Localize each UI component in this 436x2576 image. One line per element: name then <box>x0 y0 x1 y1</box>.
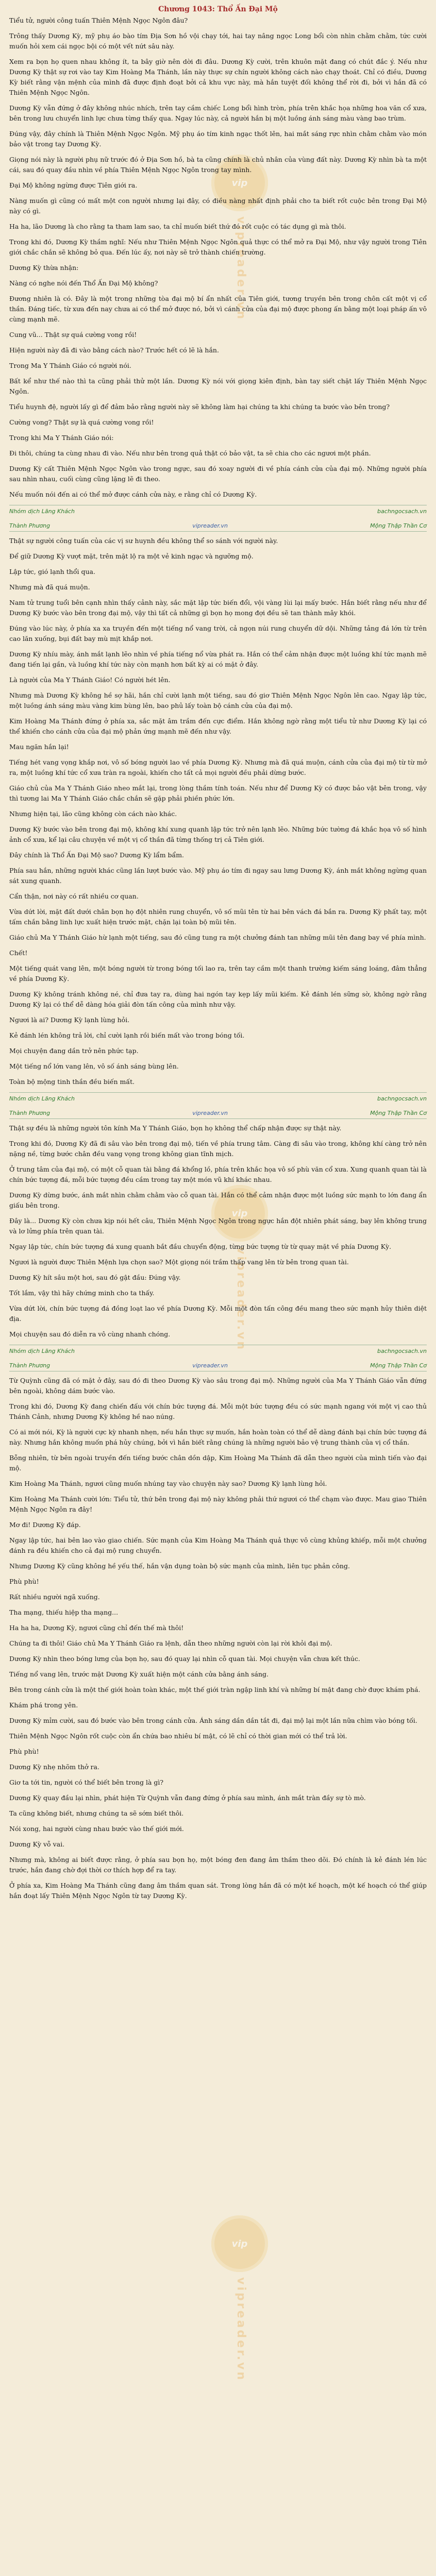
paragraph: Ha ha, lão Dương là cho rằng ta tham lam sao, ta chỉ muốn biết thứ đó rốt cuộc có tác dụng gì mà thôi. <box>9 223 346 230</box>
watermark-badge: vip <box>211 1185 268 1242</box>
paragraph: Tiểu tử, người công tuấn Thiên Mệnh Ngọc Ngôn đâu? <box>9 16 188 24</box>
paragraph: Tiểu huynh đệ, người lấy gì để đảm bảo rằng người này sẽ không làm hại chúng ta khi chúng ta bước vào bên trong? <box>9 403 390 411</box>
paragraph: Kẻ đánh lén không trả lời, chỉ cười lạnh rồi biến mất vào trong bóng tối. <box>9 1031 245 1039</box>
header-right: Mộng Thập Thần Cơ <box>370 1109 427 1116</box>
paragraph: Rất nhiều người ngã xuống. <box>9 1593 100 1601</box>
paragraph: Dương Kỳ không tránh không né, chỉ đưa tay ra, dùng hai ngón tay kẹp lấy mũi kiếm. Kẻ đánh lén sững sờ, không ngờ rằng Dương Kỳ lại có thể dễ dàng hóa giải đòn tấn công của mình như vậy. <box>9 990 427 1008</box>
paragraph: Vừa dứt lời, chín bức tượng đá đồng loạt lao về phía Dương Kỳ. Mỗi một đòn tấn công đều mang theo sức mạnh hủy thiên diệt địa. <box>9 1304 427 1323</box>
paragraph: Mọi chuyện đang dần trở nên phức tạp. <box>9 1047 139 1055</box>
paragraph: Đi thôi, chúng ta cùng nhau đi vào. Nếu như bên trong quả thật có bảo vật, ta sẽ chia cho các ngươi một phần. <box>9 449 371 457</box>
page-3-body <box>9 1123 427 1340</box>
paragraph: Trong khi đó, Dương Kỳ thầm nghĩ: Nếu như Thiên Mệnh Ngọc Ngôn quả thực có thể mở ra Đại Mộ, như vậy người trong Tiên giới chắc chắn sẽ không bỏ qua. Đến lúc ấy, nơi này sẽ trở thành chiến trường. <box>9 238 427 256</box>
paragraph: Giơ ta tới tin, người có thể biết bên trong là gì? <box>9 1778 164 1786</box>
paragraph: Dương Kỳ nhìn theo bóng lưng của bọn họ, sau đó quay lại nhìn cỗ quan tài. Mọi chuyện vẫn chưa kết thúc. <box>9 1655 360 1663</box>
paragraph: Trong khi đó, Dương Kỳ đang chiến đấu với chín bức tượng đá. Mỗi một bức tượng đều có sức mạnh ngang với một vị cao thủ Thánh Cảnh, nhưng Dương Kỳ không hề nao núng. <box>9 1402 427 1420</box>
paragraph: Đây chính là Thổ Ấn Đại Mộ sao? Dương Kỳ lẩm bẩm. <box>9 851 185 859</box>
paragraph: Giọng nói này là người phụ nữ trước đó ở Địa Sơn hồ, bà ta cũng chính là chủ nhân của vùng đất này. Dương Kỳ nhìn bà ta một cái, sau đó quay đầu nhìn về phía Thiên Mệnh Ngọc Ngôn trong tay mình. <box>9 156 427 174</box>
paragraph: Bên trong cánh cửa là một thế giới hoàn toàn khác, một thế giới tràn ngập linh khí và những bí mật đang chờ được khám phá. <box>9 1686 421 1693</box>
paragraph: Cường vong? Thật sự là quá cường vong rồi! <box>9 418 154 426</box>
paragraph: Đại Mộ không ngừng được Tiên giới ra. <box>9 181 138 189</box>
paragraph: Thiên Mệnh Ngọc Ngôn rốt cuộc còn ẩn chứa bao nhiêu bí mật, có lẽ chỉ có thời gian mới có thể trả lời. <box>9 1732 347 1740</box>
paragraph: Thật sự người công tuấn của các vị sư huynh đều không thể so sánh với người này. <box>9 537 278 545</box>
paragraph: Nhưng hiện tại, lão cũng không còn cách nào khác. <box>9 810 177 818</box>
watermark-text: vipreader.vn <box>234 1247 247 1351</box>
footer-left: Nhóm dịch Lãng Khách <box>9 1347 75 1354</box>
page-3 <box>9 1104 427 1357</box>
paragraph: Ngay lập tức, hai bên lao vào giao chiến. Sức mạnh của Kim Hoàng Ma Thánh quả thực vô cùng khủng khiếp, mỗi một chưởng đánh ra đều khiến cho cả đại mộ rung chuyển. <box>9 1536 427 1554</box>
paragraph: Giáo chủ Ma Y Thánh Giáo hừ lạnh một tiếng, sau đó cũng tung ra một chưởng đánh tan những mũi tên đang bay về phía mình. <box>9 934 426 941</box>
page-header <box>9 1107 427 1119</box>
paragraph: Mơ đi! Dương Kỳ đáp. <box>9 1521 81 1529</box>
paragraph: Dương Kỳ nhíu mày, ánh mắt lạnh lẽo nhìn về phía tiếng nổ vừa phát ra. Hắn có thể cảm nhận được một luồng khí tức mạnh mẽ đang tiến lại gần, và luồng khí tức này còn mạnh hơn bất kỳ ai có mặt ở đây. <box>9 650 427 668</box>
paragraph: Nhưng mà, không ai biết được rằng, ở phía sau bọn họ, một bóng đen đang âm thầm theo dõi. Đó chính là kẻ đánh lén lúc trước, hắn đang chờ đợi thời cơ thích hợp để ra tay. <box>9 1856 427 1874</box>
paragraph: Chết! <box>9 949 28 957</box>
chapter-title: Chương 1043: Thổ Ấn Đại Mộ <box>158 5 278 13</box>
header-mid: vipreader.vn <box>192 522 228 529</box>
paragraph: Ha ha ha, Dương Kỳ, ngươi cũng chỉ đến thế mà thôi! <box>9 1624 184 1632</box>
paragraph: Để giữ Dương Kỳ vượt mặt, trên mặt lộ ra một vẻ kinh ngạc và ngưỡng mộ. <box>9 552 254 560</box>
paragraph: Dương Kỳ dừng bước, ánh mắt nhìn chằm chằm vào cỗ quan tài. Hắn có thể cảm nhận được một luồng sức mạnh to lớn đang ẩn giấu bên trong. <box>9 1191 427 1209</box>
paragraph: Mọi chuyện sau đó diễn ra vô cùng nhanh chóng. <box>9 1330 171 1338</box>
paragraph: Vừa dứt lời, mặt đất dưới chân bọn họ đột nhiên rung chuyển, vô số mũi tên từ hai bên vách đá bắn ra. Dương Kỳ phất tay, một tấm chắn bằng linh lực xuất hiện trước mặt, chặn lại toàn bộ mũi tên. <box>9 908 427 926</box>
page-2 <box>9 517 427 1104</box>
paragraph: Toàn bộ mộng tinh thần đều biến mất. <box>9 1078 135 1086</box>
paragraph: Dương Kỳ nhẹ nhõm thở ra. <box>9 1763 99 1771</box>
header-left: Thành Phương <box>9 1109 51 1116</box>
paragraph: Một tiếng quát vang lên, một bóng người từ trong bóng tối lao ra, trên tay cầm một thanh trường kiếm sáng loáng, đâm thẳng về phía Dương Kỳ. <box>9 964 427 982</box>
paragraph: Tốt lắm, vậy thì hãy chứng minh cho ta thấy. <box>9 1289 155 1297</box>
paragraph: Dương Kỳ vẫn đứng ở đây không nhúc nhích, trên tay cầm chiếc Long bổi hình tròn, phía trên khắc họa những hoa văn cổ xưa, bên trong lưu chuyển linh lực chưa từng thấy qua. Ngay lúc này, cả người hắn bị một luồng ánh sáng màu vàng bao trùm. <box>9 104 427 122</box>
paragraph: Ta cũng không biết, nhưng chúng ta sẽ sớm biết thôi. <box>9 1809 184 1817</box>
paragraph: Tha mạng, thiếu hiệp tha mạng... <box>9 1608 119 1616</box>
paragraph: Dương Kỳ cất Thiên Mệnh Ngọc Ngôn vào trong ngực, sau đó xoay người đi về phía cánh cửa của đại mộ. Những người phía sau nhìn nhau, cuối cùng cũng lặng lẽ đi theo. <box>9 465 427 483</box>
header-right: Mộng Thập Thần Cơ <box>370 1362 427 1369</box>
header-left: Thành Phương <box>9 522 51 529</box>
paragraph: Dương Kỳ bước vào bên trong đại mộ, không khí xung quanh lập tức trở nên lạnh lẽo. Những bức tường đá khắc họa vô số hình ảnh cổ xưa, kể lại câu chuyện về một vị cổ thần đã từng thống trị cả Tiên giới. <box>9 825 427 843</box>
page-header <box>9 520 427 532</box>
paragraph: Dương Kỳ thừa nhận: <box>9 264 79 272</box>
watermark-badge: vip <box>211 2215 268 2272</box>
paragraph: Chúng ta đi thôi! Giáo chủ Ma Y Thánh Giáo ra lệnh, dẫn theo những người còn lại rời khỏi đại mộ. <box>9 1639 332 1647</box>
paragraph: Khám phá trong yên. <box>9 1701 78 1709</box>
footer-right: bachngocsach.vn <box>377 1347 427 1354</box>
paragraph: Ở phía xa, Kim Hoàng Ma Thánh cũng đang âm thầm quan sát. Trong lòng hắn đã có một kế hoạch, một kế hoạch có thể giúp hắn đoạt lấy Thiên Mệnh Ngọc Ngôn từ tay Dương Kỳ. <box>9 1882 427 1900</box>
paragraph: Từ Quỳnh cũng đã có mặt ở đây, sau đó đi theo Dương Kỳ vào sâu trong đại mộ. Những người của Ma Y Thánh Giáo vẫn đứng bên ngoài, không dám bước vào. <box>9 1377 427 1395</box>
header-right: Mộng Thập Thần Cơ <box>370 522 427 529</box>
paragraph: Cung vũ... Thật sự quá cường vong rồi! <box>9 331 137 338</box>
paragraph: Phía sau hắn, những người khác cũng lần lượt bước vào. Mỹ phụ áo tím đi ngay sau lưng Dương Kỳ, ánh mắt không ngừng quan sát xung quanh. <box>9 867 427 885</box>
paragraph: Ở trung tâm của đại mộ, có một cỗ quan tài bằng đá khổng lồ, phía trên khắc họa vô số phù văn cổ xưa. Xung quanh quan tài là chín bức tượng đá, mỗi bức tượng đều cầm trong tay một món vũ khí khác nhau. <box>9 1165 427 1183</box>
header-mid: vipreader.vn <box>192 1109 228 1116</box>
paragraph: Tiếng hét vang vọng khắp nơi, vô số bóng người lao về phía Dương Kỳ. Nhưng mà đã quá muộn, cánh cửa của đại mộ từ từ mở ra, một luồng khí tức cổ xưa tràn ra ngoài, khiến cho tất cả mọi người đều phải dừng bước. <box>9 758 427 776</box>
paragraph: Dương Kỳ quay đầu lại nhìn, phát hiện Từ Quỳnh vẫn đang đứng ở phía sau mình, ánh mắt tràn đầy sự tò mò. <box>9 1794 366 1802</box>
paragraph: Xem ra bọn họ quen nhau không ít, ta bây giờ nên dời đi đâu. Dương Kỳ cười, trên khuôn mặt đang có chút đắc ý. Nếu như Dương Kỳ thật sự rơi vào tay Kim Hoàng Ma Thánh, lần này thực sự chín người không cách nào chạy thoát. Chỉ có điều, Dương Kỳ biết rằng vận mệnh của mình đã được định đoạt bởi cả khu vực này, mà hắn tuyệt đối không thể rời đi, bởi vì hắn đã có Thiên Mệnh Ngọc Ngôn. <box>9 58 427 96</box>
paragraph: Kim Hoàng Ma Thánh đứng ở phía xa, sắc mặt âm trầm đến cực điểm. Hắn không ngờ rằng một tiểu tử như Dương Kỳ lại có thể khiến cho cánh cửa của đại mộ phản ứng mạnh mẽ đến như vậy. <box>9 717 427 735</box>
footer-left: Nhóm dịch Lãng Khách <box>9 1095 75 1102</box>
page-footer <box>9 1092 427 1104</box>
page-4 <box>9 1357 427 1901</box>
header-mid: vipreader.vn <box>192 1362 228 1369</box>
paragraph: Nhưng Dương Kỳ cũng không hề yếu thế, hắn vận dụng toàn bộ sức mạnh của mình, liên tục phản công. <box>9 1562 350 1570</box>
header-left: Thành Phương <box>9 1362 51 1369</box>
paragraph: Kim Hoàng Ma Thánh cười lớn: Tiểu tử, thứ bên trong đại mộ này không phải thứ ngươi có thể chạm vào được. Mau giao Thiên Mệnh Ngọc Ngôn ra đây! <box>9 1495 427 1513</box>
paragraph: Lập tức, gió lạnh thổi qua. <box>9 568 95 575</box>
paragraph: Giáo chủ của Ma Y Thánh Giáo nheo mắt lại, trong lòng thầm tính toán. Nếu như để Dương Kỳ có được bảo vật bên trong, vậy thì tương lai Ma Y Thánh Giáo chắc chắn sẽ gặp phải phiền phức lớn. <box>9 784 427 802</box>
paragraph: Tiếng nổ vang lên, trước mặt Dương Kỳ xuất hiện một cánh cửa bằng ánh sáng. <box>9 1670 269 1678</box>
page-4-body <box>9 1376 427 1901</box>
paragraph: Đây là... Dương Kỳ còn chưa kịp nói hết câu, Thiên Mệnh Ngọc Ngôn trong ngực hắn đột nhiên phát sáng, bay lên không trung và lơ lửng phía trên quan tài. <box>9 1217 427 1235</box>
paragraph: Phù phù! <box>9 1578 39 1585</box>
paragraph: Dương Kỳ vỗ vai. <box>9 1840 65 1848</box>
paragraph: Nhưng mà đã quá muộn. <box>9 583 90 591</box>
paragraph: Phù phù! <box>9 1748 39 1755</box>
page-1-body <box>9 15 427 500</box>
paragraph: Một tiếng nổ lớn vang lên, vô số ánh sáng bùng lên. <box>9 1062 179 1070</box>
paragraph: Bất kể như thế nào thì ta cũng phải thử một lần. Dương Kỳ nói với giọng kiên định, bàn tay siết chặt lấy Thiên Mệnh Ngọc Ngôn. <box>9 377 427 395</box>
paragraph: Nam tử trung tuổi bên cạnh nhìn thấy cảnh này, sắc mặt lập tức biến đổi, vội vàng lùi lại mấy bước. Hắn biết rằng nếu như để Dương Kỳ bước vào bên trong đại mộ, vậy thì tất cả những gì bọn họ mong đợi đều sẽ tan thành mây khói. <box>9 599 427 617</box>
paragraph: Trong khi đó, Dương Kỳ đã đi sâu vào bên trong đại mộ, tiến về phía trung tâm. Càng đi sâu vào trong, không khí càng trở nên nặng nề, từng bước chân đều vang vọng trong không gian tĩnh mịch. <box>9 1140 427 1158</box>
paragraph: Nhưng mà Dương Kỳ không hề sợ hãi, hắn chỉ cười lạnh một tiếng, sau đó giơ Thiên Mệnh Ngọc Ngôn lên cao. Ngay lập tức, một luồng ánh sáng màu vàng kim bùng lên, bao phủ lấy toàn bộ cánh cửa của đại mộ. <box>9 691 427 709</box>
watermark-text: vipreader.vn <box>234 216 247 321</box>
paragraph: Trông thấy Dương Kỳ, mỹ phụ áo bào tím Địa Sơn hồ vội chạy tới, hai tay nâng ngọc Long bổi còn nhìn chằm chằm, tức cười muốn hỏi xem cái ngọc bội có một vết nứt sâu này. <box>9 32 427 50</box>
page-2-body <box>9 536 427 1087</box>
paragraph: Nếu muốn nói đến ai có thể mở được cánh cửa này, e rằng chỉ có Dương Kỳ. <box>9 490 257 498</box>
paragraph: Kim Hoàng Ma Thánh, ngươi cũng muốn nhúng tay vào chuyện này sao? Dương Kỳ lạnh lùng hỏi. <box>9 1480 327 1487</box>
paragraph: Có ai mới nói, Kỳ là người cực kỳ nhanh nhẹn, nếu hắn thực sự muốn, hắn hoàn toàn có thể dễ dàng đánh bại chín bức tượng đá này. Nhưng hắn không muốn phá hủy chúng, bởi vì hắn biết rằng chúng là những người bảo vệ trung thành của vị cổ thần. <box>9 1428 427 1446</box>
paragraph: Cẩn thận, nơi này có rất nhiều cơ quan. <box>9 892 139 900</box>
paragraph: Đúng vào lúc này, ở phía xa xa truyền đến một tiếng nổ vang trời, cả ngọn núi rung chuyển dữ dội. Những tảng đá lớn từ trên cao lăn xuống, bụi đất bay mù mịt khắp nơi. <box>9 624 427 642</box>
paragraph: Hiện người này đã đi vào bằng cách nào? Trước hết có lẽ là hắn. <box>9 346 219 354</box>
page-footer <box>9 505 427 517</box>
watermark-logo <box>211 2215 268 2483</box>
paragraph: Bỗng nhiên, từ bên ngoài truyền đến tiếng bước chân dồn dập, Kim Hoàng Ma Thánh đã dẫn theo người của mình tiến vào đại mộ. <box>9 1454 427 1472</box>
paragraph: Trong Ma Y Thánh Giáo có người nói. <box>9 362 131 369</box>
paragraph: Thật sự đều là những người tôn kính Ma Y Thánh Giáo, bọn họ không thể chấp nhận được sự thật này. <box>9 1124 342 1132</box>
paragraph: Là người của Ma Y Thánh Giáo! Có người hét lên. <box>9 676 171 684</box>
footer-right: bachngocsach.vn <box>377 507 427 515</box>
watermark-badge: vip <box>211 155 268 211</box>
paragraph: Đúng vậy, đây chính là Thiên Mệnh Ngọc Ngôn. Mỹ phụ áo tím kinh ngạc thốt lên, hai mắt sáng rực nhìn chằm chằm vào món bảo vật trong tay Dương Kỳ. <box>9 130 427 148</box>
footer-left: Nhóm dịch Lãng Khách <box>9 507 75 515</box>
paragraph: Mau ngăn hắn lại! <box>9 743 69 751</box>
page-1 <box>9 0 427 517</box>
footer-right: bachngocsach.vn <box>377 1095 427 1102</box>
paragraph: Dương Kỳ hít sâu một hơi, sau đó gật đầu: Đúng vậy. <box>9 1274 181 1281</box>
paragraph: Dương Kỳ mỉm cười, sau đó bước vào bên trong cánh cửa. Ánh sáng dần dần tắt đi, đại mộ lại một lần nữa chìm vào bóng tối. <box>9 1717 417 1724</box>
paragraph: Nàng muốn gì cũng có mất một con người nhưng lại đây, có điều nàng nhất định phải cho ta biết rốt cuộc bên trong Đại Mộ này có gì. <box>9 197 427 215</box>
paragraph: Nói xong, hai người cùng nhau bước vào thế giới mới. <box>9 1825 184 1833</box>
paragraph: Ngươi là ai? Dương Kỳ lạnh lùng hỏi. <box>9 1016 130 1024</box>
paragraph: Đương nhiên là có. Đây là một trong những tòa đại mộ bí ẩn nhất của Tiên giới, tương truyền bên trong chôn cất một vị cổ thần. Đáng tiếc, từ xưa đến nay chưa ai có thể mở được nó, bởi vì cánh cửa của đại mộ được phong ấn bằng một loại pháp ấn vô cùng mạnh mẽ. <box>9 295 427 323</box>
paragraph: Ngay lập tức, chín bức tượng đá xung quanh bắt đầu chuyển động, từng bức tượng từ từ quay mặt về phía Dương Kỳ. <box>9 1243 392 1250</box>
paragraph: Nàng có nghe nói đến Thổ Ấn Đại Mộ không? <box>9 279 158 287</box>
page-header <box>9 1360 427 1371</box>
paragraph: Trong khi Ma Y Thánh Giáo nói: <box>9 434 114 442</box>
watermark-text: vipreader.vn <box>234 2277 247 2382</box>
paragraph: Ngươi là người được Thiên Mệnh lựa chọn sao? Một giọng nói trầm thấp vang lên từ bên trong quan tài. <box>9 1258 349 1266</box>
page-footer <box>9 1345 427 1357</box>
